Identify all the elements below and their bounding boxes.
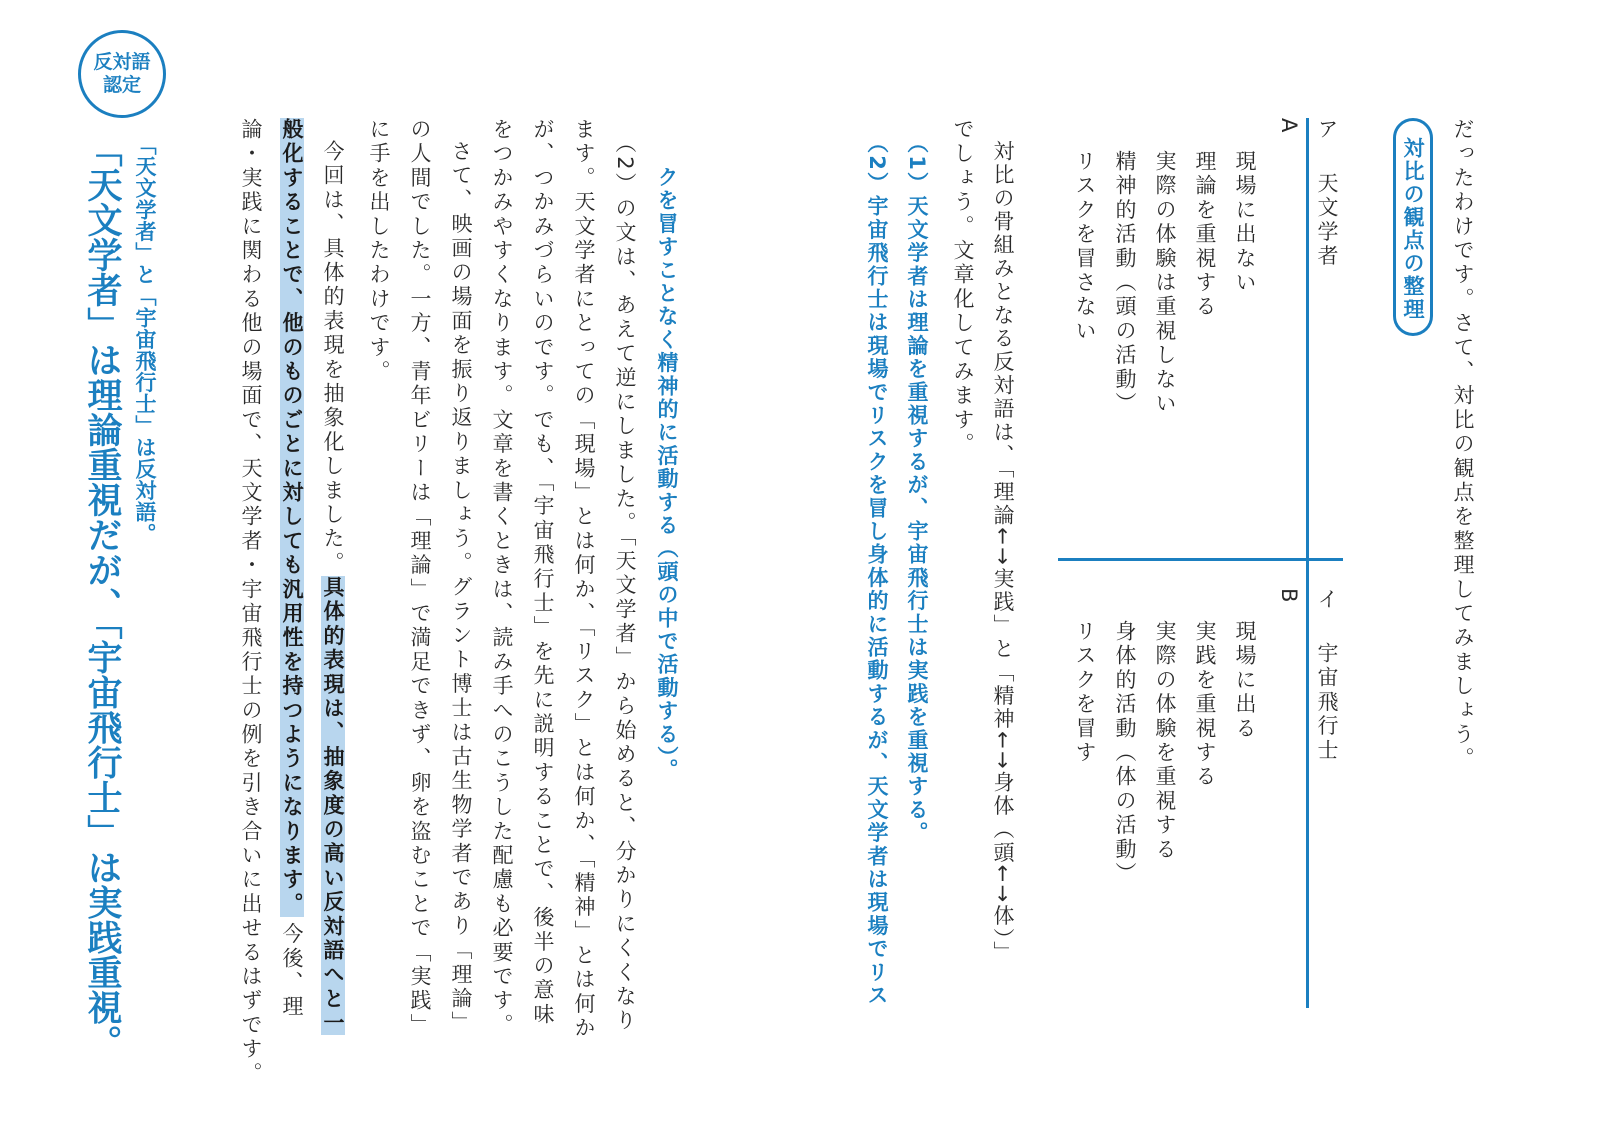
b-item: 身体的活動（体の活動）	[1113, 620, 1137, 887]
column-a-title: 天文学者	[1315, 171, 1339, 269]
b-item: リスクを冒す	[1073, 620, 1097, 766]
b-mark: B	[1277, 588, 1301, 606]
paragraph-line: でしょう。文章化してみます。	[951, 118, 975, 457]
answer-1: （1）天文学者は理論を重視するが、宇宙飛行士は実践を重視する。	[905, 132, 929, 845]
column-a-header	[1316, 118, 1337, 269]
table-vertical-rule	[1306, 118, 1309, 1008]
column-b-title: 宇宙飛行士	[1315, 641, 1339, 763]
paragraph-line: ます。天文学者にとっての「現場」とは何か、「リスク」とは何か、「精神」とは何か	[572, 118, 596, 1041]
paragraph-line: をつかみやすくなります。文章を書くときは、読み手へのこうした配慮も必要です。	[490, 118, 514, 1038]
paragraph-line: 対比の骨組みとなる反対語は、「理論←→実践」と「精神←→身体（頭←→体）」	[991, 140, 1015, 965]
summary-subtitle: 「天文学者」と「宇宙飛行士」は反対語。	[133, 134, 157, 545]
section-heading: 対比の観点の整理	[1393, 118, 1433, 336]
a-item: リスクを冒さない	[1073, 150, 1097, 344]
b-item: 現場に出る	[1233, 620, 1257, 741]
answer-2-line: （2）宇宙飛行士は現場でリスクを冒し身体的に活動するが、天文学者は現場でリス	[865, 132, 889, 1008]
paragraph-line	[322, 140, 343, 1035]
a-item: 現場に出ない	[1233, 150, 1257, 296]
paragraph-line: （2）の文は、あえて逆にしました。「天文学者」から始めると、分かりにくくなり	[613, 132, 637, 1034]
paragraph-line: の人間でした。一方、青年ビリーは「理論」で満足できず、卵を盗むことで「実践」	[408, 118, 432, 1038]
plain-text: 今後、理	[280, 922, 304, 1020]
column-b-label: イ	[1315, 588, 1339, 613]
table-divider-rule	[1058, 558, 1343, 561]
paragraph-line: 論・実践に関わる他の場面で、天文学者・宇宙飛行士の例を引き合いに出せるはずです。	[239, 118, 263, 1086]
summary-title: 「天文学者」は理論重視だが、「宇宙飛行士」は実践重視。	[82, 132, 122, 1060]
a-item: 実際の体験は重視しない	[1153, 150, 1177, 417]
a-item: 精神的活動（頭の活動）	[1113, 150, 1137, 417]
badge-line: 反対語	[93, 51, 151, 74]
column-b-header	[1316, 588, 1337, 763]
answer-2-line: クを冒すことなく精神的に活動する（頭の中で活動する）。	[655, 166, 679, 782]
paragraph-line: さて、映画の場面を振り返りましょう。グラント博士は古生物学者であり「理論」	[449, 140, 473, 1036]
paragraph-line: が、つかみづらいのです。でも、「宇宙飛行士」を先に説明することで、後半の意味	[531, 118, 555, 1028]
plain-text: 今回は、具体的表現を抽象化しました。	[321, 140, 345, 576]
b-item: 実践を重視する	[1193, 620, 1217, 790]
highlighted-text: 具体的表現は、抽象度の高い反対語へと一	[321, 575, 345, 1036]
b-item: 実際の体験を重視する	[1153, 620, 1177, 862]
a-mark: A	[1277, 118, 1301, 136]
paragraph-line: に手を出したわけです。	[367, 118, 391, 385]
intro-text: だったわけです。さて、対比の観点を整理してみましょう。	[1451, 118, 1475, 772]
highlighted-text: 般化することで、他のものごとに対しても汎用性を持つようになります。	[280, 118, 304, 917]
a-item: 理論を重視する	[1193, 150, 1217, 320]
paragraph-line	[281, 118, 302, 1019]
badge-line: 認定	[102, 74, 141, 96]
antonym-badge	[78, 30, 166, 118]
column-a-label: ア	[1315, 118, 1339, 143]
